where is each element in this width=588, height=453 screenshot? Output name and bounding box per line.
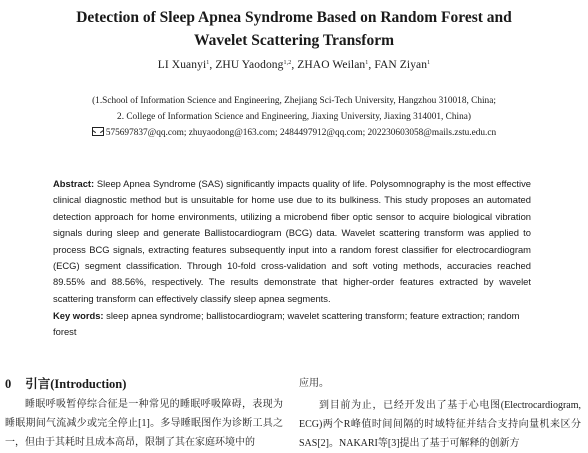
author-affil-mark: 1 xyxy=(206,60,210,66)
body-paragraph-continuation: 应用。 xyxy=(299,378,329,389)
affiliation-line-1: (1.School of Information Science and Engineering, Zhejiang Sci-Tech University, Hangzhou 310018, China; xyxy=(92,96,496,106)
envelope-icon xyxy=(92,127,104,136)
body-right-column xyxy=(299,374,581,453)
email-addresses: 575697837@qq.com; zhuyaodong@163.com; 2484497912@qq.com; 202230603058@mails.zstu.edu.cn xyxy=(105,128,497,138)
body-paragraph: 睡眠呼吸暂停综合征是一种常见的睡眠呼吸障碍，表现为睡眠期间气流减少或完全停止[1]。多导睡眠图作为诊断工具之一，但由于其耗时且成本高昂，限制了其在家庭环境中的 xyxy=(5,399,283,448)
affiliation-line-2: 2. College of Information Science and Engineering, Jiaxing University, Jiaxing 314001, China) xyxy=(117,112,471,122)
keywords-label: Key words: xyxy=(53,310,104,321)
keywords-text: sleep apnea syndrome; ballistocardiogram; wavelet scattering transform; feature extraction; random forest xyxy=(53,310,520,338)
author-name: FAN Ziyan xyxy=(374,59,428,71)
abstract-label: Abstract: xyxy=(53,178,95,189)
author-affil-mark: 1,2 xyxy=(283,60,292,66)
body-left-column xyxy=(5,374,283,452)
author-name: ZHU Yaodong xyxy=(215,59,284,71)
title-line-1: Detection of Sleep Apnea Syndrome Based on Random Forest and xyxy=(76,9,512,26)
email-line xyxy=(0,126,588,142)
author-affil-mark: 1 xyxy=(365,60,369,66)
section-number: 0 xyxy=(5,377,12,391)
keywords xyxy=(53,308,531,341)
author-affil-mark: 1 xyxy=(427,60,431,66)
section-title: 引言(Introduction) xyxy=(25,377,127,391)
title-line-2: Wavelet Scattering Transform xyxy=(193,32,395,49)
author-name: ZHAO Weilan xyxy=(297,59,366,71)
abstract xyxy=(53,176,531,307)
author-name: LI Xuanyi xyxy=(157,59,207,71)
body-paragraph: 到目前为止，已经开发出了基于心电图(Electrocardiogram, ECG)两个R峰值时间间隔的时域特征并结合支持向量机来区分SAS[2]。NAKARI等[3]提出了基于可解释的创新方 xyxy=(299,400,581,449)
abstract-text: Sleep Apnea Syndrome (SAS) significantly impacts quality of life. Polysomnography is the most effective clinical diagnostic method but is unsuitable for home use due to its bulkiness. This study proposes an automated detection approach for home environments, utilizing a microbend fiber optic sensor to acquire biological vibration signals during sleep and generate Ballistocardiogram (BCG) data. Wavelet scattering transform was applied to process BCG signals, extracting features subsequently input into a random forest classifier for electrocardiogram (ECG) segment classification. Through 10-fold cross-validation and soft voting methods, accuracies reached 89.55% and 88.56%, respectively. The results demonstrate that higher-order features extracted by wavelet scattering transform can effectively classify sleep apnea segments. xyxy=(53,178,531,304)
author-list: LI Xuanyi$^1$, ZHU Yaodong$^{1,2}$, ZHAO Weilan$^1$, FAN Ziyan$^1$ xyxy=(157,59,431,71)
section-heading xyxy=(5,374,283,394)
